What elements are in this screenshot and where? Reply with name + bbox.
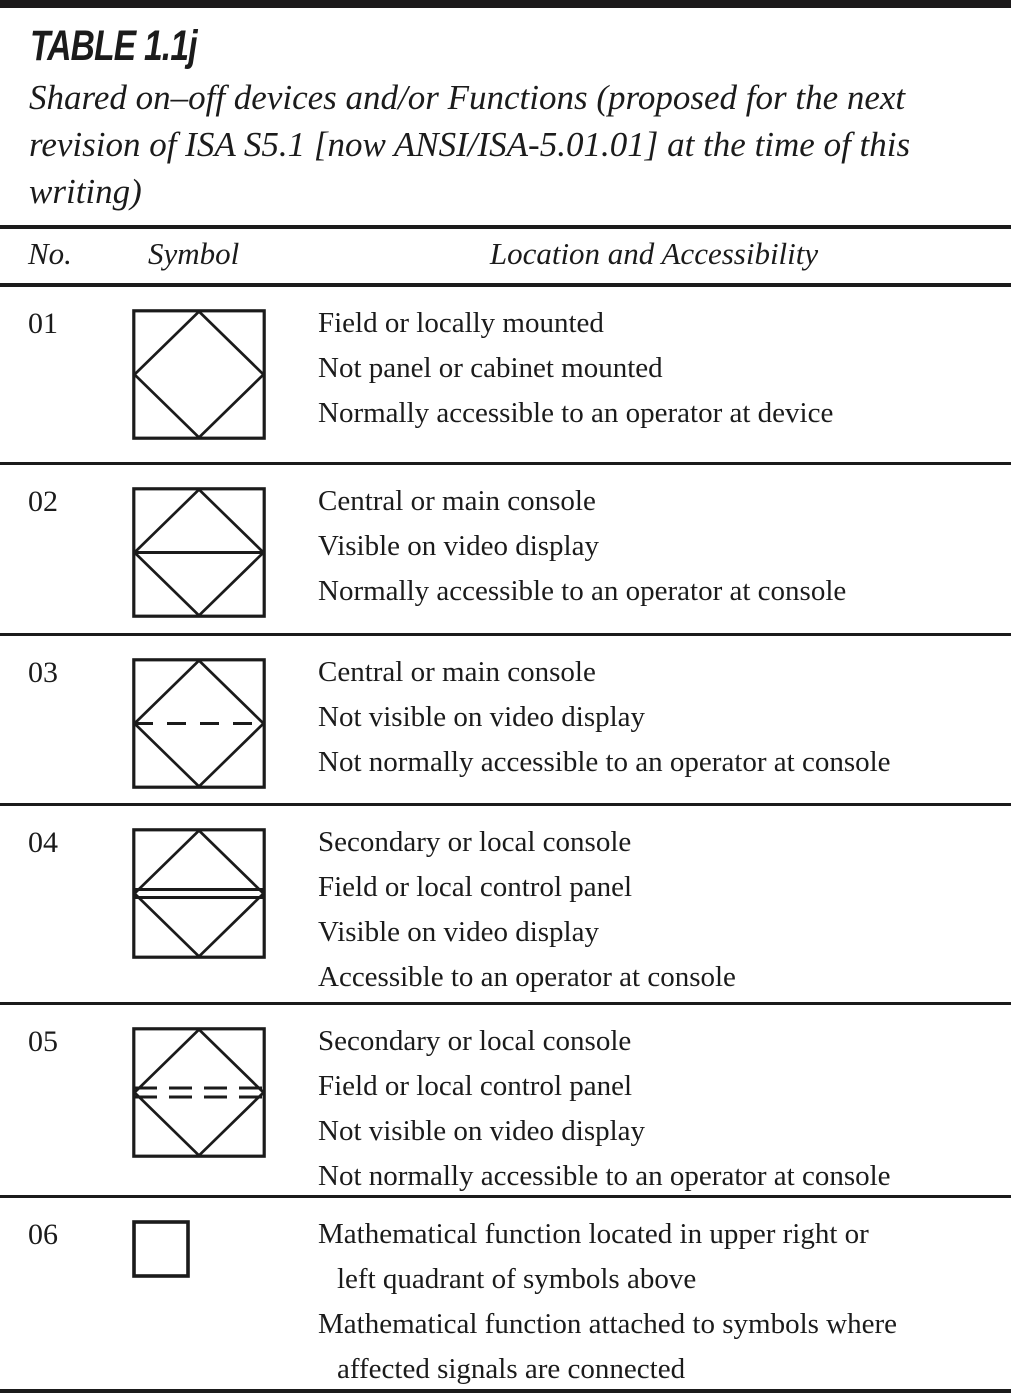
- column-header-no: No.: [28, 236, 72, 271]
- description-line: Visible on video display: [318, 916, 599, 948]
- description-line: Field or local control panel: [318, 871, 633, 903]
- description-line: Mathematical function attached to symbols where: [318, 1308, 898, 1340]
- description-line: affected signals are connected: [337, 1353, 686, 1385]
- top-black-bar: [0, 0, 1011, 8]
- description-line: Normally accessible to an operator at device: [318, 397, 834, 429]
- row-number: 01: [28, 307, 58, 340]
- description-line: Secondary or local console: [318, 1025, 632, 1057]
- row-description: [318, 301, 991, 436]
- table-row: [0, 465, 1011, 636]
- row-number: 03: [28, 656, 58, 689]
- description-line: Not visible on video display: [318, 701, 646, 733]
- row-number: 04: [28, 826, 58, 859]
- row-description: [318, 479, 991, 614]
- row-description: [318, 650, 991, 785]
- description-line: Field or locally mounted: [318, 307, 604, 339]
- table-row: [0, 1005, 1011, 1198]
- description-line: Secondary or local console: [318, 826, 632, 858]
- symbol-cell: [103, 1212, 318, 1278]
- description-line: Not visible on video display: [318, 1115, 646, 1147]
- symbol-graphic: [132, 1220, 190, 1278]
- symbol-graphic: [132, 487, 266, 618]
- row-description: [318, 1212, 991, 1392]
- description-line: Field or local control panel: [318, 1070, 633, 1102]
- description-line: Central or main console: [318, 656, 596, 688]
- symbol-cell: [103, 1019, 318, 1158]
- header-rule-top: [0, 225, 1011, 229]
- table-subtitle: Shared on–off devices and/or Functions (proposed for the next revision of ISA S5.1 [now ANSI/ISA-5.01.01] at the time of this writing): [29, 78, 911, 211]
- description-line: Mathematical function located in upper right or: [318, 1218, 869, 1250]
- row-number: 02: [28, 485, 58, 518]
- table-row: [0, 1198, 1011, 1389]
- description-line: left quadrant of symbols above: [337, 1263, 697, 1295]
- table-row: [0, 636, 1011, 806]
- description-line: Accessible to an operator at console: [318, 961, 736, 993]
- description-line: Normally accessible to an operator at console: [318, 575, 847, 607]
- table-row: [0, 806, 1011, 1005]
- column-header-location: Location and Accessibility: [489, 236, 819, 271]
- symbol-graphic: [132, 309, 266, 440]
- row-number: 05: [28, 1025, 58, 1058]
- symbol-graphic: [132, 658, 266, 789]
- symbol-cell: [103, 479, 318, 618]
- symbol-graphic: [132, 828, 266, 959]
- row-number: 06: [28, 1218, 58, 1251]
- description-line: Not normally accessible to an operator at console: [318, 1160, 891, 1192]
- table-row: [0, 287, 1011, 465]
- table-title: TABLE 1.1j: [30, 22, 197, 70]
- row-description: [318, 820, 991, 1000]
- column-header-symbol: Symbol: [148, 236, 240, 271]
- description-line: Not panel or cabinet mounted: [318, 352, 663, 384]
- symbol-graphic: [132, 1027, 266, 1158]
- table-rows: [0, 283, 1011, 1393]
- symbol-cell: [103, 301, 318, 440]
- description-line: Not normally accessible to an operator at console: [318, 746, 891, 778]
- row-description: [318, 1019, 991, 1199]
- description-line: Visible on video display: [318, 530, 599, 562]
- description-line: Central or main console: [318, 485, 596, 517]
- symbol-cell: [103, 650, 318, 789]
- symbol-cell: [103, 820, 318, 959]
- column-header-row: [0, 236, 1011, 279]
